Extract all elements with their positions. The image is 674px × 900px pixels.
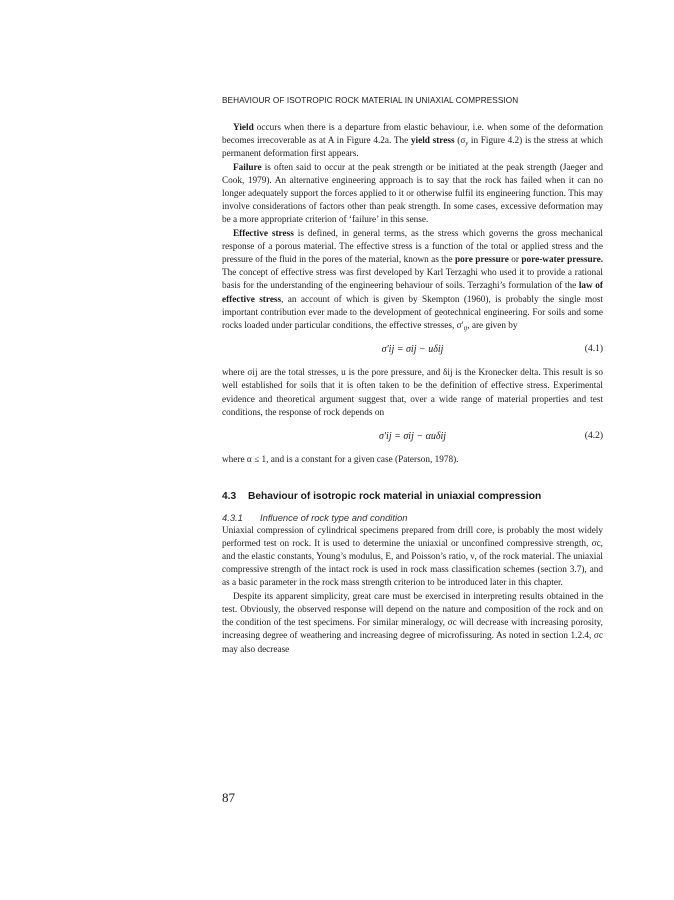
paragraph-text: (σ — [454, 136, 466, 147]
paragraph-total-stresses: where σij are the total stresses, u is the pore pressure, and δij is the Kronecker delta. This result is so well established for soils that it is often taken to be the definition of effective stress. Experimental evidence and theoretical argument suggest that, over a wide range of material properties and test conditions, the response of rock depends on — [222, 368, 603, 418]
section-heading — [222, 490, 603, 503]
paragraph-text: is often said to occur at the peak strength or be initiated at the peak strength (Jaeger and Cook, 1979). An alternative engineering approach is to say that the rock has failed when it can no longer adequately support the forces applied to it or otherwise fulfil its engineering function. This may involve considerations of factors other than peak strength. In some cases, excessive deformation may be a more appropriate criterion of ‘failure’ in this sense. — [222, 162, 603, 226]
paragraph-text: The concept of effective stress was first developed by Karl Terzaghi who used it to provide a rational basis for the understanding of the engineering behaviour of soils. Terzaghi’s formulation of the — [222, 268, 603, 292]
term-pore-pressure: pore pressure — [455, 255, 509, 266]
paragraph-text: is defined, in general terms, as the stress which governs the gross mechanical response of a porous material. The effective stress is a function of the total or applied stress and the pressure of the fluid in the pores of the material, known as the — [222, 228, 603, 266]
paragraph-text: , are given by — [467, 321, 518, 332]
paragraph-yield — [222, 122, 603, 162]
subsection-heading — [222, 511, 603, 524]
subsection-title: Influence of rock type and condition — [260, 512, 408, 524]
paragraph-text: or — [508, 255, 522, 266]
paragraph-simplicity: Despite its apparent simplicity, great care must be exercised in interpreting results obtained in the test. Obviously, the observed response will depend on the nature and composition of the rock and on the condition of the test specimens. For similar mineralogy, σc will decrease with increasing porosity, increasing degree of weathering and increasing degree of microfissuring. As noted in section 1.2.4, σc may also decrease — [222, 591, 603, 655]
equation-expression: σ′ij = σij − uδij — [381, 344, 444, 356]
section-title: Behaviour of isotropic rock material in uniaxial compression — [248, 491, 542, 503]
subscript: y — [465, 140, 469, 148]
body-text — [222, 122, 603, 657]
term-effective-stress: Effective stress — [233, 228, 294, 239]
paragraph-text: occurs when there is a departure from elastic behaviour, i.e. when some of the deformation becomes irrecoverable as at A in Figure 4.2a. The — [222, 123, 603, 147]
subscript: ij — [463, 325, 468, 333]
term-pore-water-pressure: pore-water pressure. — [521, 255, 604, 266]
paragraph-effective-stress — [222, 228, 603, 334]
paragraph-uniaxial-compression: Uniaxial compression of cylindrical specimens prepared from drill core, is probably the most widely performed test on rock. It is used to determine the uniaxial or unconfined compressive strength, σc, and the elastic constants, Young’s modulus, E, and Poisson’s ratio, ν, of the rock material. The uniaxial compressive strength of the intact rock is used in rock mass classification schemes (section 3.7), and as a basic parameter in the rock mass strength criterion to be introduced later in this chapter. — [222, 525, 603, 589]
equation-4-1 — [222, 337, 603, 365]
term-failure: Failure — [233, 162, 262, 173]
equation-number: (4.1) — [584, 344, 603, 355]
equation-4-2 — [222, 424, 603, 452]
equation-number: (4.2) — [584, 431, 603, 442]
section-number: 4.3 — [222, 491, 237, 503]
paragraph-text: in Figure 4.2) is the stress at which permanent deformation first appears. — [222, 136, 603, 160]
term-law-of-effective-stress: law of effective stress — [222, 281, 604, 305]
paragraph-failure — [222, 162, 603, 228]
term-yield: Yield — [233, 123, 254, 133]
equation-expression: σ′ij = σij − αuδij — [378, 431, 447, 443]
paragraph-alpha: where α ≤ 1, and is a constant for a given case (Paterson, 1978). — [222, 455, 459, 466]
subsection-number: 4.3.1 — [222, 512, 243, 524]
page-number: 87 — [222, 790, 235, 805]
term-yield-stress: yield stress — [410, 136, 455, 147]
running-head: BEHAVIOUR OF ISOTROPIC ROCK MATERIAL IN UNIAXIAL COMPRESSION — [222, 96, 519, 105]
paragraph-text: , an account of which is given by Skempton (1960), is probably the single most important contribution ever made to the development of geotechnical engineering. For soils and some rocks loaded under particular conditions, the effective stresses, σ′ — [222, 294, 603, 332]
